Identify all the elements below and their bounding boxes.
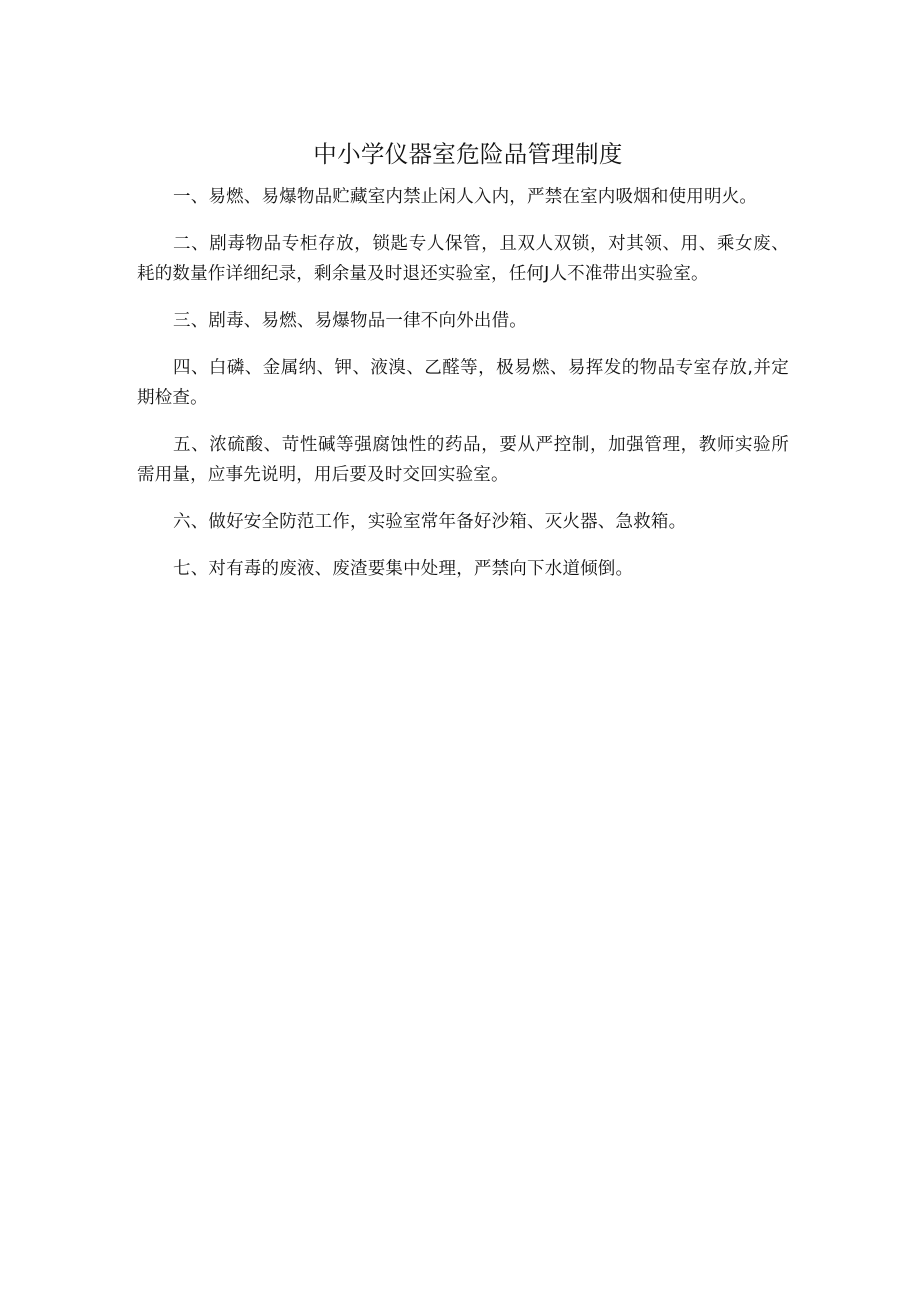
document-title: 中小学仪器室危险品管理制度 xyxy=(313,140,623,168)
rule-paragraph-3: 三、剧毒、易燃、易爆物品一律不向外出借。 xyxy=(173,311,527,331)
rule-paragraph-6: 六、做好安全防范工作，实验室常年备好沙箱、灭火器、急救箱。 xyxy=(173,512,687,532)
rule-paragraph-4: 四、白磷、金属纳、钾、液溴、乙醛等，极易燃、易挥发的物品专室存放,并定期检查。 xyxy=(137,358,789,408)
rule-paragraph-1: 一、易燃、易爆物品贮藏室内禁止闲人入内，严禁在室内吸烟和使用明火。 xyxy=(173,187,758,207)
rule-paragraph-5: 五、浓硫酸、苛性碱等强腐蚀性的药品，要从严控制，加强管理，教师实验所需用量，应事先说明，用后要及时交回实验室。 xyxy=(137,435,789,485)
rule-paragraph-2: 二、剧毒物品专柜存放，锁匙专人保管，且双人双锁，对其领、用、乘女废、耗的数量作详细纪录，剩余量及时退还实验室，任何J人不准带出实验室。 xyxy=(137,234,789,284)
document-page xyxy=(137,138,789,601)
rule-paragraph-7: 七、对有毒的废液、废渣要集中处理，严禁向下水道倾倒。 xyxy=(173,559,634,579)
